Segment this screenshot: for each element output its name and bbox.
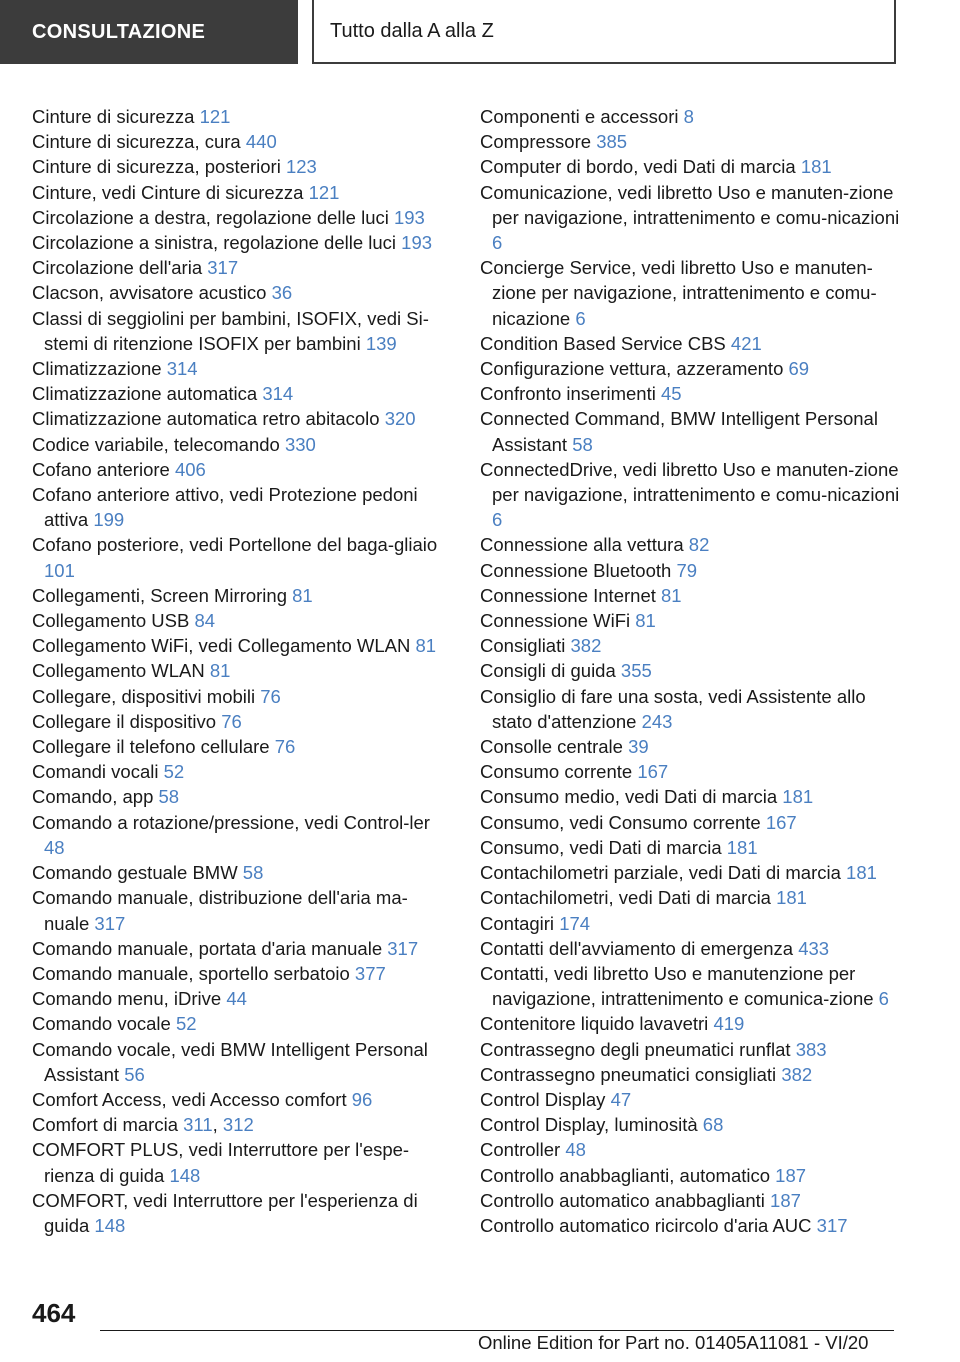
page-link[interactable]: 181 (726, 836, 758, 858)
page-link[interactable]: 355 (620, 660, 652, 682)
footer-divider (100, 1330, 894, 1331)
index-entry (32, 129, 442, 154)
index-entry (480, 1188, 900, 1213)
entry-term: Comando vocale (32, 1013, 176, 1035)
index-entry (480, 860, 900, 885)
entry-term: Connected Command, BMW Intelligent Personal Assistant (480, 408, 878, 455)
page-link[interactable]: 148 (94, 1214, 126, 1236)
page-link[interactable]: 181 (782, 786, 814, 808)
entry-term: Compressore (480, 131, 597, 153)
entry-term: Comando manuale, sportello serbatoio (32, 962, 355, 984)
index-entry (32, 1087, 442, 1112)
index-entry (32, 1011, 442, 1036)
index-entry (480, 936, 900, 961)
index-entry (32, 684, 442, 709)
entry-term: Configurazione vettura, azzeramento (480, 358, 789, 380)
page-link[interactable]: 317 (94, 912, 126, 934)
entry-term: Collegamento WLAN (32, 660, 210, 682)
page-link[interactable]: 58 (158, 786, 180, 808)
index-entry (480, 180, 900, 256)
index-entry (480, 255, 900, 331)
page-link[interactable]: 148 (169, 1164, 201, 1186)
entry-term: Contatti, vedi libretto Uso e manutenzione per navigazione, intrattenimento e comunica-zione (480, 962, 879, 1010)
index-entry (32, 810, 442, 860)
index-entry (32, 734, 442, 759)
page-link[interactable]: 193 (401, 232, 433, 254)
index-entry (32, 633, 442, 658)
index-entry (480, 1087, 900, 1112)
entry-term: Contachilometri parziale, vedi Dati di marcia (480, 862, 847, 884)
index-entry (32, 381, 442, 406)
index-entry (480, 457, 900, 533)
index-entry (32, 356, 442, 381)
page-link[interactable]: 121 (308, 181, 340, 203)
entry-term: Contachilometri, vedi Dati di marcia (480, 887, 777, 909)
index-entry (32, 104, 442, 129)
page-link[interactable]: 314 (262, 383, 294, 405)
index-entry (480, 684, 900, 734)
entry-term: Climatizzazione automatica retro abitacolo (32, 408, 385, 430)
entry-term: Comando a rotazione/pressione, vedi Control-ler (32, 811, 430, 833)
index-entry (32, 1112, 442, 1137)
page-link[interactable]: 167 (637, 761, 669, 783)
page-link[interactable]: 123 (285, 156, 317, 178)
page-link[interactable]: 433 (798, 937, 830, 959)
page-link[interactable]: 36 (271, 282, 293, 304)
index-entry (32, 482, 442, 532)
entry-term: Circolazione dell'aria (32, 257, 208, 279)
index-entry (480, 961, 900, 1011)
index-entry (480, 558, 900, 583)
entry-term: Consiglio di fare una sosta, vedi Assistente allo stato d'attenzione (480, 685, 866, 732)
page-link[interactable]: 48 (44, 836, 65, 858)
page-link[interactable]: 52 (163, 761, 185, 783)
index-entry (32, 936, 442, 961)
page-link[interactable]: 421 (730, 332, 762, 354)
index-entry (480, 885, 900, 910)
page-link[interactable]: 58 (242, 862, 264, 884)
page-link[interactable]: 311 (183, 1114, 213, 1136)
entry-term: Contagiri (480, 912, 560, 934)
entry-term: Componenti e accessori (480, 106, 684, 127)
page-link[interactable]: 79 (676, 559, 698, 581)
index-entry (32, 1137, 442, 1187)
index-entry (480, 784, 900, 809)
index-entry (480, 129, 900, 154)
entry-term: Comfort Access, vedi Accesso comfort (32, 1088, 352, 1110)
entry-term: Collegare il telefono cellulare (32, 736, 275, 758)
page-link[interactable]: 44 (226, 988, 247, 1010)
entry-term: Connessione WiFi (480, 610, 636, 632)
entry-term: Computer di bordo, vedi Dati di marcia (480, 156, 801, 178)
index-entry (480, 583, 900, 608)
page-link[interactable]: 81 (635, 610, 656, 632)
entry-term: Control Display, luminosità (480, 1114, 703, 1136)
entry-term: Contrassegno degli pneumatici runflat (480, 1038, 796, 1060)
page-link[interactable]: 181 (776, 887, 807, 909)
entry-term: Comando gestuale BMW (32, 862, 243, 884)
entry-term: Control Display (480, 1088, 611, 1110)
page-link[interactable]: 81 (209, 660, 231, 682)
entry-term: Consigli di guida (480, 660, 621, 682)
entry-term: Controllo automatico ricircolo d'aria AUC (480, 1214, 817, 1236)
page-link[interactable]: 317 (387, 937, 419, 959)
index-entry (480, 911, 900, 936)
entry-term: Connessione Bluetooth (480, 559, 677, 581)
entry-term: Collegare il dispositivo (32, 710, 222, 732)
index-entry (32, 230, 442, 255)
page-separator: , (212, 1114, 223, 1136)
index-entry (480, 658, 900, 683)
entry-term: Comando menu, iDrive (32, 988, 227, 1010)
index-entry (32, 608, 442, 633)
entry-term: Controller (480, 1139, 566, 1161)
page-link[interactable]: 48 (565, 1139, 586, 1161)
page-link[interactable]: 199 (93, 509, 125, 531)
entry-term: Cofano anteriore attivo, vedi Protezione pedoni attiva (32, 484, 418, 531)
index-entry (480, 1037, 900, 1062)
index-entry (32, 658, 442, 683)
index-column-left (32, 104, 442, 1238)
entry-term: Condition Based Service CBS (480, 332, 731, 354)
page-link[interactable]: 68 (702, 1114, 724, 1136)
index-entry (480, 633, 900, 658)
page-link[interactable]: 96 (351, 1088, 373, 1110)
edition-note: Online Edition for Part no. 01405A11081 - VI/20 (478, 1332, 869, 1353)
entry-term: Comando, app (32, 786, 159, 808)
page-link[interactable]: 317 (207, 257, 239, 279)
entry-term: Circolazione a destra, regolazione delle luci (32, 206, 394, 228)
page-link[interactable]: 382 (570, 635, 602, 657)
entry-term: Cofano anteriore (32, 458, 175, 480)
page-link[interactable]: 39 (628, 736, 649, 758)
entry-term: Collegare, dispositivi mobili (32, 685, 261, 707)
index-entry (32, 1037, 442, 1087)
index-entry (480, 734, 900, 759)
page-link[interactable]: 76 (221, 710, 242, 732)
page-link[interactable]: 187 (770, 1189, 801, 1211)
index-entry (480, 810, 900, 835)
page-link[interactable]: 314 (166, 358, 198, 380)
index-entry (480, 835, 900, 860)
entry-term: Consumo corrente (480, 761, 638, 783)
entry-term: Consolle centrale (480, 736, 629, 758)
entry-term: COMFORT, vedi Interruttore per l'esperienza di guida (32, 1189, 418, 1236)
entry-term: Confronto inserimenti (480, 383, 661, 405)
page-link[interactable]: 81 (661, 584, 682, 606)
page-link[interactable]: 320 (384, 408, 416, 430)
index-entry (480, 532, 900, 557)
index-entry (32, 784, 442, 809)
page-link[interactable]: 8 (683, 106, 694, 127)
entry-term: Controllo automatico anabbaglianti (480, 1189, 771, 1211)
entry-term: Comfort di marcia (32, 1114, 184, 1136)
index-entry (32, 709, 442, 734)
index-entry (32, 255, 442, 280)
page-link[interactable]: 243 (641, 710, 673, 732)
index-entry (32, 961, 442, 986)
page-link[interactable]: 193 (393, 206, 425, 228)
chapter-title: Tutto dalla A alla Z (312, 0, 896, 64)
page-link[interactable]: 56 (124, 1063, 145, 1085)
entry-term: ConnectedDrive, vedi libretto Uso e manuten-zione per navigazione, intrattenimento e comu-nicazioni (480, 458, 900, 506)
entry-term: Cofano posteriore, vedi Portellone del baga-gliaio (32, 534, 438, 556)
page-link[interactable]: 6 (492, 509, 503, 531)
page-link[interactable]: 330 (284, 433, 316, 455)
entry-term: Clacson, avvisatore acustico (32, 282, 272, 304)
index-entry (32, 1188, 442, 1238)
entry-term: Concierge Service, vedi libretto Uso e manuten-zione per navigazione, intrattenimento e comu-nicazione (480, 257, 877, 329)
page-link[interactable]: 47 (610, 1088, 632, 1110)
entry-term: Contatti dell'avviamento di emergenza (480, 937, 799, 959)
index-entry (480, 154, 900, 179)
index-entry (32, 306, 442, 356)
index-entry (480, 356, 900, 381)
entry-term: Climatizzazione (32, 358, 167, 380)
entry-term: Connessione alla vettura (480, 534, 689, 556)
index-column-right (480, 104, 900, 1238)
page-link[interactable]: 6 (878, 988, 889, 1010)
index-entry (32, 280, 442, 305)
index-entry (480, 1112, 900, 1137)
page-link[interactable]: 52 (175, 1013, 197, 1035)
entry-term: Comando manuale, distribuzione dell'aria ma-nuale (32, 887, 408, 934)
entry-term: Cinture di sicurezza, cura (32, 131, 246, 153)
index-entry (480, 381, 900, 406)
index-entry (32, 759, 442, 784)
index-entry (32, 457, 442, 482)
page-link[interactable]: 382 (781, 1063, 813, 1085)
page-link[interactable]: 84 (194, 610, 216, 632)
entry-term: Consigliati (480, 635, 571, 657)
entry-term: Comandi vocali (32, 761, 164, 783)
entry-term: Codice variabile, telecomando (32, 433, 285, 455)
entry-term: Classi di seggiolini per bambini, ISOFIX, vedi Si-stemi di ritenzione ISOFIX per bambini (32, 307, 429, 354)
entry-term: Contenitore liquido lavavetri (480, 1013, 714, 1035)
entry-term: Collegamenti, Screen Mirroring (32, 584, 293, 606)
page-link[interactable]: 312 (222, 1114, 254, 1136)
entry-term: Circolazione a sinistra, regolazione delle luci (32, 232, 402, 254)
page-link[interactable]: 419 (713, 1013, 745, 1035)
index-entry (32, 583, 442, 608)
index-entry (480, 608, 900, 633)
entry-term: Cinture di sicurezza (32, 106, 200, 127)
page-link[interactable]: 76 (260, 685, 281, 707)
page-link[interactable]: 69 (788, 358, 810, 380)
page-link[interactable]: 76 (274, 736, 296, 758)
entry-term: Consumo, vedi Consumo corrente (480, 811, 766, 833)
entry-term: Climatizzazione automatica (32, 383, 263, 405)
index-entry (32, 154, 442, 179)
page-link[interactable]: 6 (575, 307, 586, 329)
entry-term: Cinture, vedi Cinture di sicurezza (32, 181, 309, 203)
index-entry (480, 1011, 900, 1036)
page-number: 464 (32, 1298, 76, 1328)
entry-term: Consumo medio, vedi Dati di marcia (480, 786, 783, 808)
page-link[interactable]: 174 (559, 912, 591, 934)
page-link[interactable]: 101 (44, 559, 75, 581)
entry-term: Comunicazione, vedi libretto Uso e manuten-zione per navigazione, intrattenimento e comu-nicazioni (480, 181, 900, 228)
entry-term: Cinture di sicurezza, posteriori (32, 156, 286, 178)
entry-term: Comando vocale, vedi BMW Intelligent Personal Assistant (32, 1038, 428, 1085)
page-link[interactable]: 377 (354, 962, 386, 984)
page-link[interactable]: 6 (492, 232, 503, 254)
index-entry (480, 331, 900, 356)
entry-term: Comando manuale, portata d'aria manuale (32, 937, 388, 959)
entry-term: Collegamento USB (32, 610, 195, 632)
page-link[interactable]: 121 (199, 106, 231, 127)
index-entry (32, 986, 442, 1011)
page-link[interactable]: 440 (245, 131, 277, 153)
index-entry (32, 180, 442, 205)
index-entry (480, 1062, 900, 1087)
page-link[interactable]: 383 (795, 1038, 827, 1060)
page-header (0, 0, 960, 64)
index-entry (480, 1213, 900, 1238)
page-link[interactable]: 82 (688, 534, 710, 556)
entry-term: Connessione Internet (480, 584, 662, 606)
page-link[interactable]: 58 (572, 433, 593, 455)
section-tab: CONSULTAZIONE (0, 0, 298, 64)
entry-term: Contrassegno pneumatici consigliati (480, 1063, 782, 1085)
entry-term: COMFORT PLUS, vedi Interruttore per l'espe-rienza di guida (32, 1139, 410, 1186)
index-entry (32, 205, 442, 230)
index-entry (480, 1137, 900, 1162)
index-entry (480, 1163, 900, 1188)
entry-term: Controllo anabbaglianti, automatico (480, 1164, 776, 1186)
entry-term: Consumo, vedi Dati di marcia (480, 836, 727, 858)
page-link[interactable]: 187 (775, 1164, 807, 1186)
page-link[interactable]: 167 (765, 811, 797, 833)
index-entry (32, 532, 442, 582)
index-entry (32, 406, 442, 431)
page-link[interactable]: 81 (292, 584, 313, 606)
page-link[interactable]: 181 (800, 156, 832, 178)
page-link[interactable]: 406 (174, 458, 206, 480)
index-entry (480, 759, 900, 784)
page-link[interactable]: 81 (415, 635, 437, 657)
page-link[interactable]: 317 (816, 1214, 848, 1236)
page-link[interactable]: 181 (846, 862, 877, 884)
index-entry (32, 885, 442, 935)
index-entry (480, 104, 900, 129)
page-link[interactable]: 385 (596, 131, 628, 153)
index-entry (480, 406, 900, 456)
index-entry (32, 432, 442, 457)
index-entry (32, 860, 442, 885)
page-link[interactable]: 139 (365, 332, 397, 354)
page-link[interactable]: 45 (660, 383, 682, 405)
entry-term: Collegamento WiFi, vedi Collegamento WLAN (32, 635, 416, 657)
